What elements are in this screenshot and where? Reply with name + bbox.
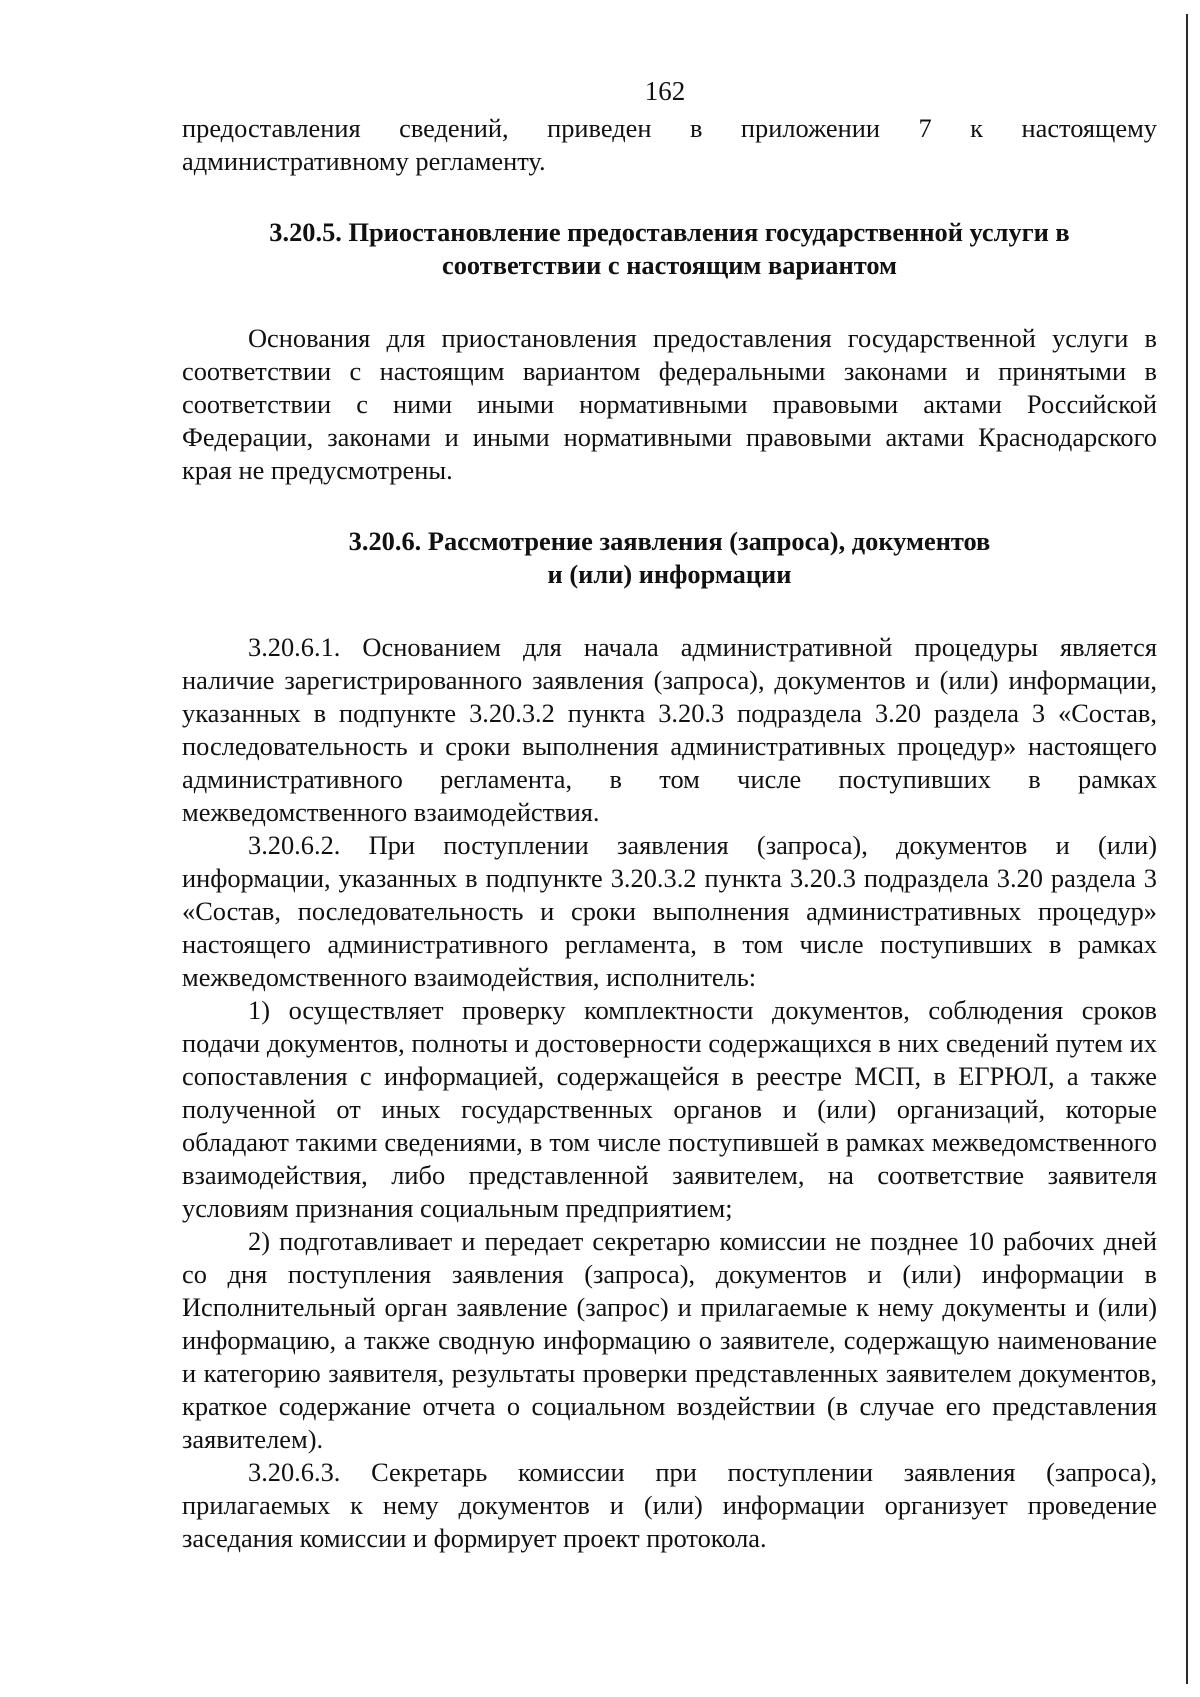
- section-heading-3-20-5: [182, 216, 1157, 282]
- scan-edge-line: [1186, 14, 1188, 1684]
- section-heading-3-20-6-line-1: 3.20.6. Рассмотрение заявления (запроса), документов: [348, 526, 991, 556]
- section-heading-3-20-5-line-2: соответствии с настоящим вариантом: [442, 250, 897, 280]
- section-heading-3-20-6-line-2: и (или) информации: [547, 559, 792, 589]
- list-item-1: 1) осуществляет проверку комплектности документов, соблюдения сроков подачи документов, полноты и достоверности содержащихся в них сведений путем их сопоставления с информацией, содержащейся в реестре МСП, в ЕГРЮЛ, а также полученной от иных государственных органов и (или) организаций, которые обладают такими сведениями, в том числе поступившей в рамках межведомственного взаимодействия, либо представленной заявителем, на соответствие заявителя условиям признания социальным предприятием;: [182, 995, 1157, 1223]
- paragraph-3-20-5: Основания для приостановления предоставления государственной услуги в соответствии с настоящим вариантом федеральными законами и принятыми в соответствии с ними иными нормативными правовыми актами Российской Федерации, законами и иными нормативными правовыми актами Краснодарского края не предусмотрены.: [182, 323, 1157, 485]
- document-body: [182, 112, 1157, 1555]
- paragraph-3-20-6-2: 3.20.6.2. При поступлении заявления (запроса), документов и (или) информации, указанных в подпункте 3.20.3.2 пункта 3.20.3 подраздела 3.20 раздела 3 «Состав, последовательность и сроки выполнения административных процедур» настоящего административного регламента, в том числе поступивших в рамках межведомственного взаимодействия, исполнитель:: [182, 830, 1157, 992]
- list-item-2: 2) подготавливает и передает секретарю комиссии не позднее 10 рабочих дней со дня поступления заявления (запроса), документов и (или) информации в Исполнительный орган заявление (запрос) и прилагаемые к нему документы и (или) информацию, а также сводную информацию о заявителе, содержащую наименование и категорию заявителя, результаты проверки представленных заявителем документов, краткое содержание отчета о социальном воздействии (в случае его представления заявителем).: [182, 1226, 1157, 1454]
- paragraph-3-20-6-1: 3.20.6.1. Основанием для начала административной процедуры является наличие зарегистрированного заявления (запроса), документов и (или) информации, указанных в подпункте 3.20.3.2 пункта 3.20.3 подраздела 3.20 раздела 3 «Состав, последовательность и сроки выполнения административных процедур» настоящего административного регламента, в том числе поступивших в рамках межведомственного взаимодействия.: [182, 632, 1157, 827]
- paragraph-3-20-6-3: 3.20.6.3. Секретарь комиссии при поступлении заявления (запроса), прилагаемых к нему документов и (или) информации организует проведение заседания комиссии и формирует проект протокола.: [182, 1457, 1157, 1553]
- section-heading-3-20-6: [182, 525, 1157, 591]
- page-number: 162: [644, 76, 686, 106]
- intro-paragraph: предоставления сведений, приведен в приложении 7 к настоящему административному регламенту.: [182, 113, 1157, 176]
- section-heading-3-20-5-line-1: 3.20.5. Приостановление предоставления государственной услуги в: [269, 217, 1070, 247]
